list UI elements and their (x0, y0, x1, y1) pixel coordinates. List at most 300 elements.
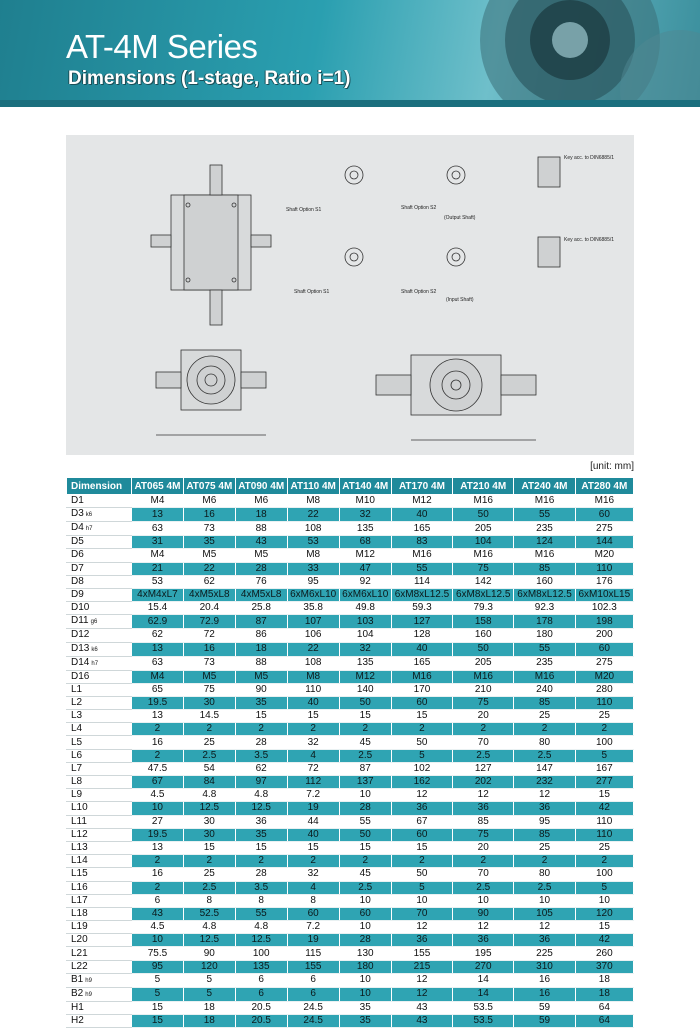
table-cell: M8 (287, 670, 339, 683)
table-cell: 60 (575, 508, 633, 522)
table-cell: 5 (575, 749, 633, 762)
table-cell: 195 (453, 947, 514, 960)
row-label-text: D5 (71, 536, 84, 548)
table-row (67, 762, 634, 775)
table-cell: 73 (183, 656, 235, 670)
table-row (67, 549, 634, 562)
row-label-text: L17 (71, 894, 88, 906)
table-row (67, 894, 634, 907)
table-row (67, 683, 634, 696)
table-cell: 20 (453, 710, 514, 723)
table-cell: 127 (391, 615, 452, 629)
row-label (67, 762, 132, 775)
table-cell: 2.5 (514, 881, 575, 894)
row-label (67, 508, 132, 522)
table-cell: 36 (391, 802, 452, 815)
drawing-label-input-shaft: (Input Shaft) (446, 297, 474, 303)
table-cell: 100 (235, 947, 287, 960)
table-cell: 33 (287, 562, 339, 575)
table-cell: 35.8 (287, 602, 339, 615)
table-cell: 72.9 (183, 615, 235, 629)
table-cell: 10 (132, 934, 184, 947)
table-cell: 40 (287, 696, 339, 709)
table-cell: 32 (339, 642, 391, 656)
table-cell: 6xM6xL10 (339, 588, 391, 601)
table-cell: 35 (339, 1001, 391, 1014)
table-cell: 277 (575, 776, 633, 789)
table-cell: 167 (575, 762, 633, 775)
table-cell: 10 (339, 973, 391, 987)
table-cell: M12 (391, 495, 452, 508)
table-cell: 90 (453, 907, 514, 920)
table-cell: 4.8 (183, 921, 235, 934)
table-row (67, 828, 634, 841)
table-cell: 55 (235, 907, 287, 920)
drawing-label-key-bottom: Key acc. to DIN6885/1 (564, 237, 615, 243)
table-cell: 60 (575, 642, 633, 656)
row-label-text: D1 (71, 495, 84, 507)
row-label (67, 656, 132, 670)
table-row (67, 588, 634, 601)
table-cell: 103 (339, 615, 391, 629)
row-label (67, 921, 132, 934)
table-cell: M8 (287, 495, 339, 508)
table-cell: 28 (235, 562, 287, 575)
table-cell: 6xM6xL10 (287, 588, 339, 601)
table-cell: M4 (132, 670, 184, 683)
table-row (67, 495, 634, 508)
table-cell: 8 (183, 894, 235, 907)
table-cell: 4xM5xL8 (183, 588, 235, 601)
table-cell: 70 (391, 907, 452, 920)
table-cell: M20 (575, 549, 633, 562)
table-cell: 53.5 (453, 1015, 514, 1028)
row-label-text: L22 (71, 960, 88, 972)
table-cell: 64 (575, 1015, 633, 1028)
table-cell: 88 (235, 522, 287, 536)
table-cell: 75 (453, 696, 514, 709)
table-header-row (67, 478, 634, 495)
row-label (67, 960, 132, 973)
table-cell: 2.5 (514, 749, 575, 762)
table-cell: 12.5 (235, 934, 287, 947)
table-cell: 2 (339, 855, 391, 868)
table-cell: 67 (391, 815, 452, 828)
table-cell: 75 (183, 683, 235, 696)
table-cell: 59.3 (391, 602, 452, 615)
table-cell: 110 (575, 828, 633, 841)
table-cell: M8 (287, 549, 339, 562)
table-cell: 25 (514, 841, 575, 854)
table-cell: 16 (514, 987, 575, 1001)
row-label-text: D8 (71, 575, 84, 587)
table-row (67, 629, 634, 642)
row-label-text: D4 (71, 522, 84, 534)
table-cell: M6 (235, 495, 287, 508)
table-cell: 8 (235, 894, 287, 907)
table-cell: 128 (391, 629, 452, 642)
table-cell: M4 (132, 495, 184, 508)
table-cell: M16 (453, 495, 514, 508)
table-cell: 92 (339, 575, 391, 588)
table-cell: 18 (235, 508, 287, 522)
table-cell: 108 (287, 522, 339, 536)
row-label-tolerance: h7 (91, 660, 99, 667)
table-cell: 28 (339, 802, 391, 815)
table-cell: 50 (339, 696, 391, 709)
table-cell: 28 (235, 868, 287, 881)
table-cell: 275 (575, 656, 633, 670)
table-cell: 32 (287, 736, 339, 749)
table-cell: 30 (183, 815, 235, 828)
table-cell: 240 (514, 683, 575, 696)
table-cell: 68 (339, 536, 391, 549)
table-cell: 6 (287, 987, 339, 1001)
table-cell: 6xM10xL15 (575, 588, 633, 601)
table-cell: 87 (235, 615, 287, 629)
table-cell: 75.5 (132, 947, 184, 960)
table-row (67, 710, 634, 723)
table-cell: 110 (575, 815, 633, 828)
table-cell: 4xM5xL8 (235, 588, 287, 601)
table-cell: 18 (575, 973, 633, 987)
table-cell: 13 (132, 642, 184, 656)
table-cell: 95 (514, 815, 575, 828)
table-cell: 105 (514, 907, 575, 920)
table-row (67, 855, 634, 868)
table-cell: 12 (514, 921, 575, 934)
row-label-text: D11 (71, 615, 89, 627)
row-label (67, 789, 132, 802)
table-row (67, 1001, 634, 1014)
table-cell: 73 (183, 522, 235, 536)
table-cell: 25 (183, 868, 235, 881)
table-cell: 80 (514, 868, 575, 881)
row-label (67, 828, 132, 841)
table-row (67, 736, 634, 749)
drawing-label-s1-output: Shaft Option S1 (286, 207, 322, 213)
table-cell: 16 (132, 736, 184, 749)
table-cell: 35 (339, 1015, 391, 1028)
table-cell: 16 (132, 868, 184, 881)
table-cell: 36 (514, 934, 575, 947)
row-label-text: L9 (71, 789, 83, 801)
table-cell: 55 (339, 815, 391, 828)
table-row (67, 934, 634, 947)
table-cell: 83 (391, 536, 452, 549)
row-label (67, 868, 132, 881)
row-label-text: B1 (71, 973, 84, 985)
row-label (67, 1001, 132, 1014)
table-cell: 65 (132, 683, 184, 696)
table-cell: 135 (339, 656, 391, 670)
table-cell: 165 (391, 656, 452, 670)
table-cell: M16 (514, 670, 575, 683)
table-cell: 2.5 (339, 749, 391, 762)
table-cell: 24.5 (287, 1015, 339, 1028)
table-cell: 147 (514, 762, 575, 775)
table-cell: 62 (132, 629, 184, 642)
table-cell: 15 (183, 841, 235, 854)
column-header: AT075 4M (183, 478, 235, 495)
table-cell: 5 (132, 973, 184, 987)
table-cell: 19 (287, 802, 339, 815)
table-row (67, 562, 634, 575)
table-cell: 15 (391, 710, 452, 723)
table-cell: 4.5 (132, 921, 184, 934)
row-label-tolerance: k6 (91, 646, 98, 653)
table-cell: 70 (453, 736, 514, 749)
row-label (67, 736, 132, 749)
table-cell: 42 (575, 802, 633, 815)
table-cell: 15 (132, 1001, 184, 1014)
table-cell: 13 (132, 508, 184, 522)
table-cell: 127 (453, 762, 514, 775)
table-cell: 43 (132, 907, 184, 920)
table-cell: 15 (339, 710, 391, 723)
table-cell: M4 (132, 549, 184, 562)
table-cell: 205 (453, 522, 514, 536)
table-cell: M16 (453, 549, 514, 562)
table-cell: 155 (287, 960, 339, 973)
row-label-text: D14 (71, 656, 90, 668)
table-cell: 108 (287, 656, 339, 670)
table-cell: 52.5 (183, 907, 235, 920)
row-label-text: L21 (71, 947, 88, 959)
table-cell: 18 (183, 1015, 235, 1028)
table-cell: 2 (183, 723, 235, 736)
table-cell: 2 (183, 855, 235, 868)
table-cell: 50 (391, 868, 452, 881)
table-cell: 110 (287, 683, 339, 696)
table-cell: 43 (391, 1001, 452, 1014)
table-cell: 25 (575, 710, 633, 723)
table-cell: 14 (453, 973, 514, 987)
table-cell: 59 (514, 1001, 575, 1014)
table-cell: 15 (339, 841, 391, 854)
table-cell: 162 (391, 776, 452, 789)
table-cell: 176 (575, 575, 633, 588)
table-cell: M20 (575, 670, 633, 683)
table-cell: M16 (514, 549, 575, 562)
row-label (67, 615, 132, 629)
table-cell: 85 (453, 815, 514, 828)
row-label-text: L7 (71, 762, 83, 774)
row-label (67, 894, 132, 907)
row-label (67, 815, 132, 828)
row-label (67, 562, 132, 575)
table-cell: 260 (575, 947, 633, 960)
table-cell: 137 (339, 776, 391, 789)
table-cell: 64 (575, 1001, 633, 1014)
table-cell: 7.2 (287, 789, 339, 802)
table-cell: 43 (235, 536, 287, 549)
drawing-label-key-top: Key acc. to DIN6885/1 (564, 155, 615, 161)
row-label-text: L20 (71, 934, 88, 946)
table-cell: 200 (575, 629, 633, 642)
table-row (67, 973, 634, 987)
table-cell: 120 (575, 907, 633, 920)
table-row (67, 947, 634, 960)
table-cell: 114 (391, 575, 452, 588)
table-cell: 130 (339, 947, 391, 960)
table-row (67, 815, 634, 828)
table-cell: 21 (132, 562, 184, 575)
table-cell: 2 (132, 881, 184, 894)
table-cell: 10 (132, 802, 184, 815)
table-cell: 62 (235, 762, 287, 775)
column-header-dimension: Dimension (67, 478, 132, 495)
table-cell: 270 (453, 960, 514, 973)
table-body (67, 495, 634, 1028)
table-cell: 25 (575, 841, 633, 854)
table-cell: 80 (514, 736, 575, 749)
table-cell: 165 (391, 522, 452, 536)
table-row (67, 776, 634, 789)
table-cell: 95 (287, 575, 339, 588)
table-cell: 142 (453, 575, 514, 588)
table-cell: 2.5 (183, 881, 235, 894)
table-cell: 79.3 (453, 602, 514, 615)
table-cell: M5 (183, 670, 235, 683)
table-cell: 12.5 (235, 802, 287, 815)
table-cell: 16 (183, 508, 235, 522)
table-cell: 45 (339, 736, 391, 749)
table-cell: 15 (235, 841, 287, 854)
table-cell: 53.5 (453, 1001, 514, 1014)
table-cell: 30 (183, 696, 235, 709)
table-cell: 6 (235, 973, 287, 987)
table-cell: 135 (339, 522, 391, 536)
table-cell: 22 (183, 562, 235, 575)
table-cell: 47 (339, 562, 391, 575)
row-label (67, 536, 132, 549)
table-cell: 19.5 (132, 696, 184, 709)
table-cell: 60 (391, 696, 452, 709)
table-cell: 7.2 (287, 921, 339, 934)
dimensions-table (66, 477, 634, 1028)
table-cell: 8 (287, 894, 339, 907)
table-row (67, 536, 634, 549)
table-cell: 110 (575, 696, 633, 709)
table-cell: 85 (514, 562, 575, 575)
table-cell: 75 (453, 828, 514, 841)
table-row (67, 987, 634, 1001)
table-cell: 4.8 (235, 921, 287, 934)
table-cell: 3.5 (235, 881, 287, 894)
row-label-text: L12 (71, 828, 88, 840)
row-label (67, 802, 132, 815)
table-cell: 20.4 (183, 602, 235, 615)
column-header: AT240 4M (514, 478, 575, 495)
table-cell: 10 (339, 987, 391, 1001)
table-cell: 22 (287, 642, 339, 656)
row-label-text: H2 (71, 1015, 84, 1027)
table-cell: 104 (339, 629, 391, 642)
row-label (67, 683, 132, 696)
table-cell: M6 (183, 495, 235, 508)
table-row (67, 615, 634, 629)
table-cell: 102 (391, 762, 452, 775)
table-cell: 15 (287, 841, 339, 854)
table-cell: 104 (453, 536, 514, 549)
row-label-text: H1 (71, 1001, 84, 1013)
row-label-text: L6 (71, 749, 83, 761)
table-cell: 2 (453, 855, 514, 868)
page-title: AT-4M Series (66, 28, 258, 65)
table-cell: 18 (183, 1001, 235, 1014)
column-header: AT065 4M (132, 478, 184, 495)
table-cell: 6xM8xL12.5 (514, 588, 575, 601)
table-cell: 115 (287, 947, 339, 960)
table-cell: 55 (514, 642, 575, 656)
table-cell: 2 (575, 855, 633, 868)
table-cell: 36 (514, 802, 575, 815)
table-cell: 84 (183, 776, 235, 789)
table-cell: 10 (575, 894, 633, 907)
table-cell: 15 (575, 789, 633, 802)
table-cell: 36 (453, 802, 514, 815)
row-label-text: D6 (71, 549, 84, 561)
table-row (67, 960, 634, 973)
unit-note: [unit: mm] (590, 461, 634, 472)
dimension-drawing (66, 135, 634, 455)
table-cell: 50 (453, 642, 514, 656)
table-cell: 2.5 (453, 749, 514, 762)
table-cell: 54 (183, 762, 235, 775)
table-cell: 160 (453, 629, 514, 642)
table-cell: 2 (339, 723, 391, 736)
table-cell: 110 (575, 562, 633, 575)
table-cell: 12 (391, 921, 452, 934)
row-label-tolerance: h9 (85, 977, 92, 984)
table-row (67, 656, 634, 670)
table-cell: 15 (287, 710, 339, 723)
table-cell: 43 (391, 1015, 452, 1028)
table-cell: 5 (575, 881, 633, 894)
row-label (67, 855, 132, 868)
table-cell: 16 (183, 642, 235, 656)
table-cell: 100 (575, 868, 633, 881)
table-cell: 44 (287, 815, 339, 828)
table-cell: 205 (453, 656, 514, 670)
row-label (67, 629, 132, 642)
row-label-text: D9 (71, 589, 84, 601)
table-cell: 5 (391, 749, 452, 762)
technical-drawing-svg (66, 135, 634, 455)
column-header: AT170 4M (391, 478, 452, 495)
table-cell: 87 (339, 762, 391, 775)
drawing-label-s1-input: Shaft Option S1 (294, 289, 330, 295)
table-cell: 20.5 (235, 1015, 287, 1028)
column-header: AT210 4M (453, 478, 514, 495)
table-cell: 106 (287, 629, 339, 642)
table-cell: 6xM8xL12.5 (453, 588, 514, 601)
table-cell: 70 (453, 868, 514, 881)
table-cell: 53 (132, 575, 184, 588)
table-cell: 53 (287, 536, 339, 549)
table-cell: 22 (287, 508, 339, 522)
table-row (67, 602, 634, 615)
table-row (67, 921, 634, 934)
table-cell: 2 (235, 855, 287, 868)
table-cell: 55 (514, 508, 575, 522)
row-label-text: L4 (71, 723, 83, 735)
table-cell: 85 (514, 696, 575, 709)
table-cell: 102.3 (575, 602, 633, 615)
table-cell: 2 (514, 723, 575, 736)
table-cell: 310 (514, 960, 575, 973)
